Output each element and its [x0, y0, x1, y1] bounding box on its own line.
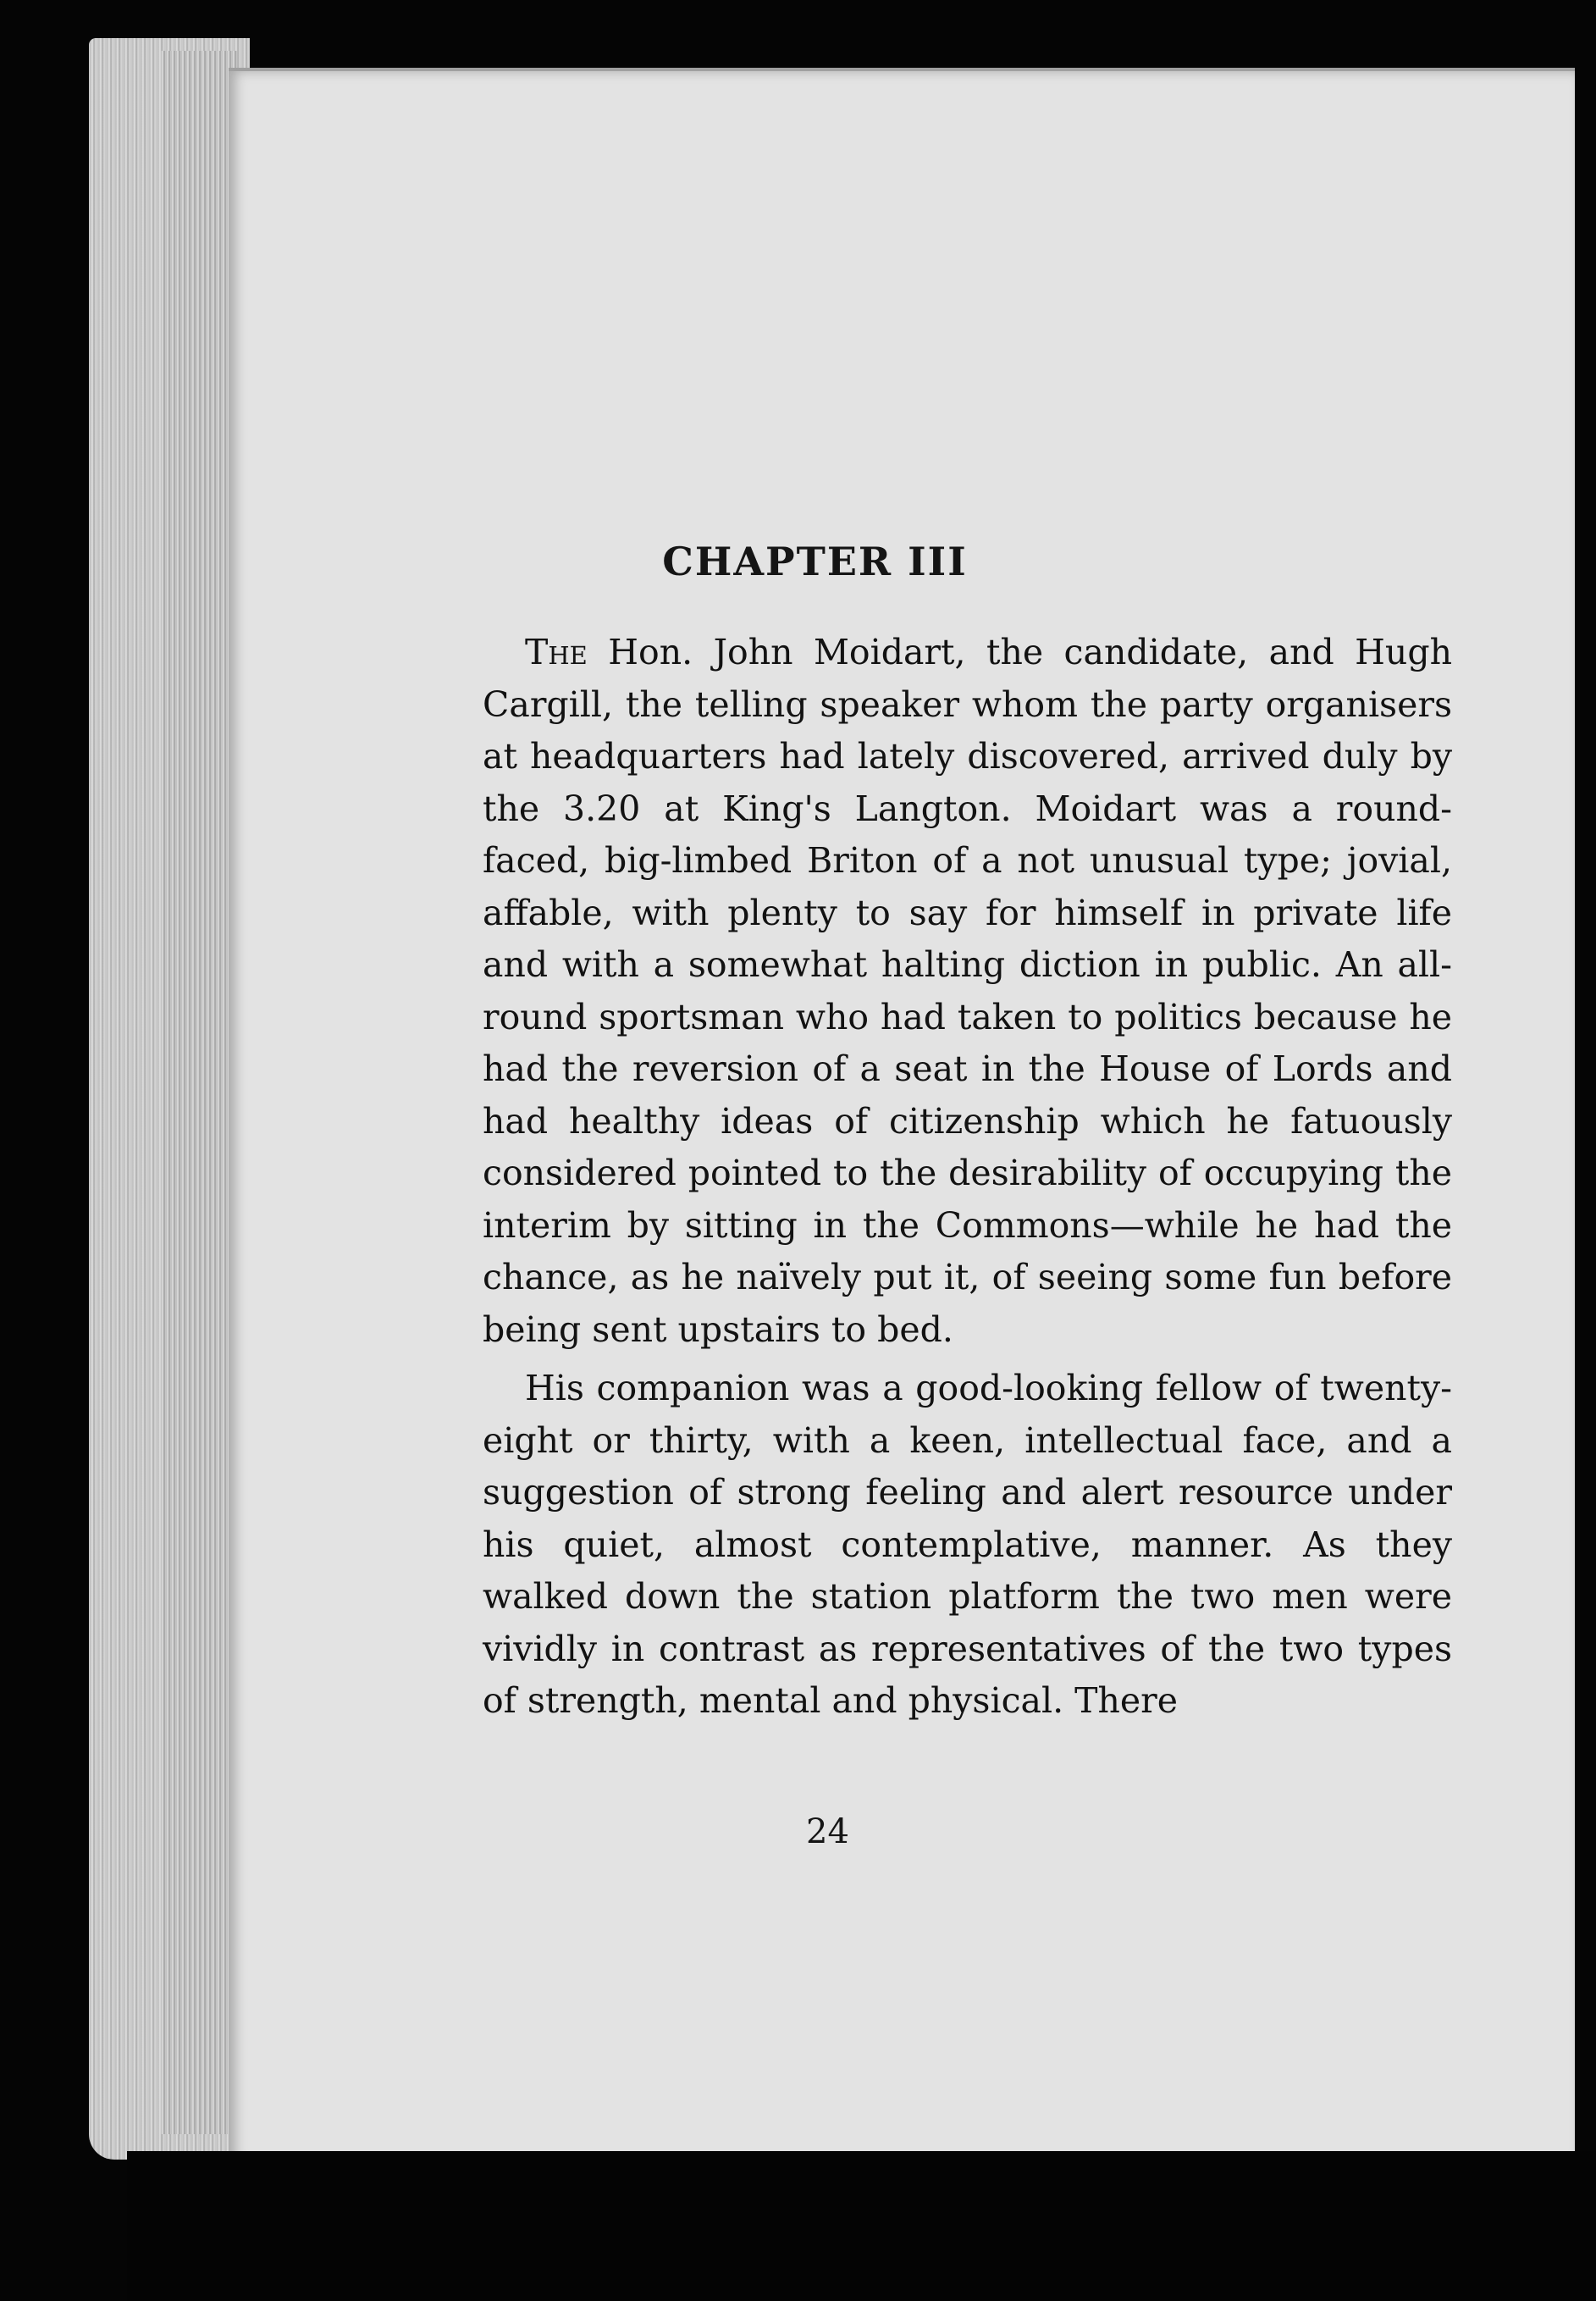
bottom-shadow — [127, 2151, 1596, 2301]
paragraph-2: His companion was a good-looking fellow of twenty-eight or thirty, with a keen, intellectual face, and a suggestion of strong feeling and alert resource under his quiet, almost contemplative, manner. As they walked down the station platform the two men were vividly in contrast as representatives of the two types of strength, mental and physical. There — [483, 1368, 1452, 1721]
chapter-body — [483, 627, 1452, 1728]
paragraph-1 — [483, 627, 1452, 1356]
paragraph-1-lead: The — [525, 632, 588, 672]
page-number: 24 — [806, 1812, 849, 1851]
paragraph-1-text: Hon. John Moidart, the candidate, and Hugh Cargill, the telling speaker whom the party organisers at headquarters had lately discovered, arrived duly by the 3.20 at King's Langton. Moidart was a round-faced, big-limbed Briton of a not unusual type; jovial, affable, with plenty to say for himself in private life and with a somewhat halting diction in public. An all-round sportsman who had taken to politics because he had the reversion of a seat in the House of Lords and had healthy ideas of citizenship which he fatuously considered pointed to the desirability of occupying the interim by sitting in the Commons—while he had the chance, as he naïvely put it, of seeing some fun before being sent upstairs to bed. — [483, 632, 1452, 1350]
chapter-title: CHAPTER III — [662, 539, 968, 584]
